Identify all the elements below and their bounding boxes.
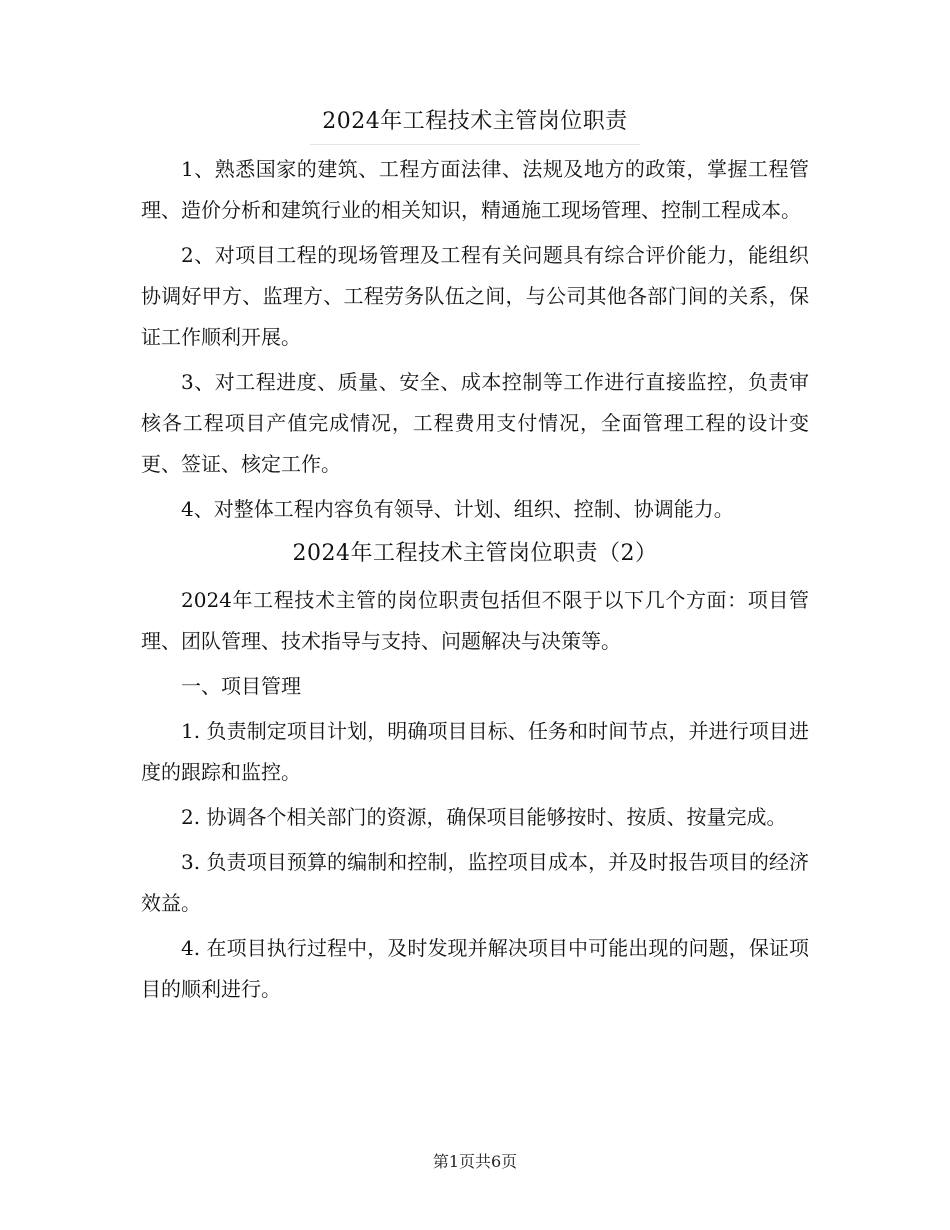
section-2-intro: 2024年工程技术主管的岗位职责包括但不限于以下几个方面：项目管理、团队管理、技术指导与支持、问题解决与决策等。 <box>141 588 809 653</box>
document-title <box>141 100 809 145</box>
paragraph-item-3: 3、对工程进度、质量、安全、成本控制等工作进行直接监控，负责审核各工程项目产值完成情况，工程费用支付情况，全面管理工程的设计变更、签证、核定工作。 <box>141 370 809 476</box>
document-body <box>141 100 809 1010</box>
paragraph-item-1: 1、熟悉国家的建筑、工程方面法律、法规及地方的政策，掌握工程管理、造价分析和建筑行业的相关知识，精通施工现场管理、控制工程成本。 <box>141 157 809 222</box>
section-2-item-1: 1. 负责制定项目计划，明确项目目标、任务和时间节点，并进行项目进度的跟踪和监控。 <box>141 719 809 784</box>
section-title-2: 2024年工程技术主管岗位职责（2） <box>292 541 658 566</box>
section-2-heading: 一、项目管理 <box>181 674 301 698</box>
paragraph-item-2: 2、对项目工程的现场管理及工程有关问题具有综合评价能力，能组织协调好甲方、监理方、工程劳务队伍之间，与公司其他各部门间的关系，保证工作顺利开展。 <box>141 243 809 349</box>
paragraph-item-4: 4、对整体工程内容负有领导、计划、组织、控制、协调能力。 <box>181 497 734 521</box>
section-2-item-4: 4. 在项目执行过程中，及时发现并解决项目中可能出现的问题，保证项目的顺利进行。 <box>141 936 809 1001</box>
page-number: 第1页共6页 <box>432 1152 518 1171</box>
title-text: 2024年工程技术主管岗位职责 <box>310 100 640 145</box>
section-2-item-2: 2. 协调各个相关部门的资源，确保项目能够按时、按质、按量完成。 <box>181 805 787 829</box>
section-2-item-3: 3. 负责项目预算的编制和控制，监控项目成本，并及时报告项目的经济效益。 <box>141 850 809 915</box>
